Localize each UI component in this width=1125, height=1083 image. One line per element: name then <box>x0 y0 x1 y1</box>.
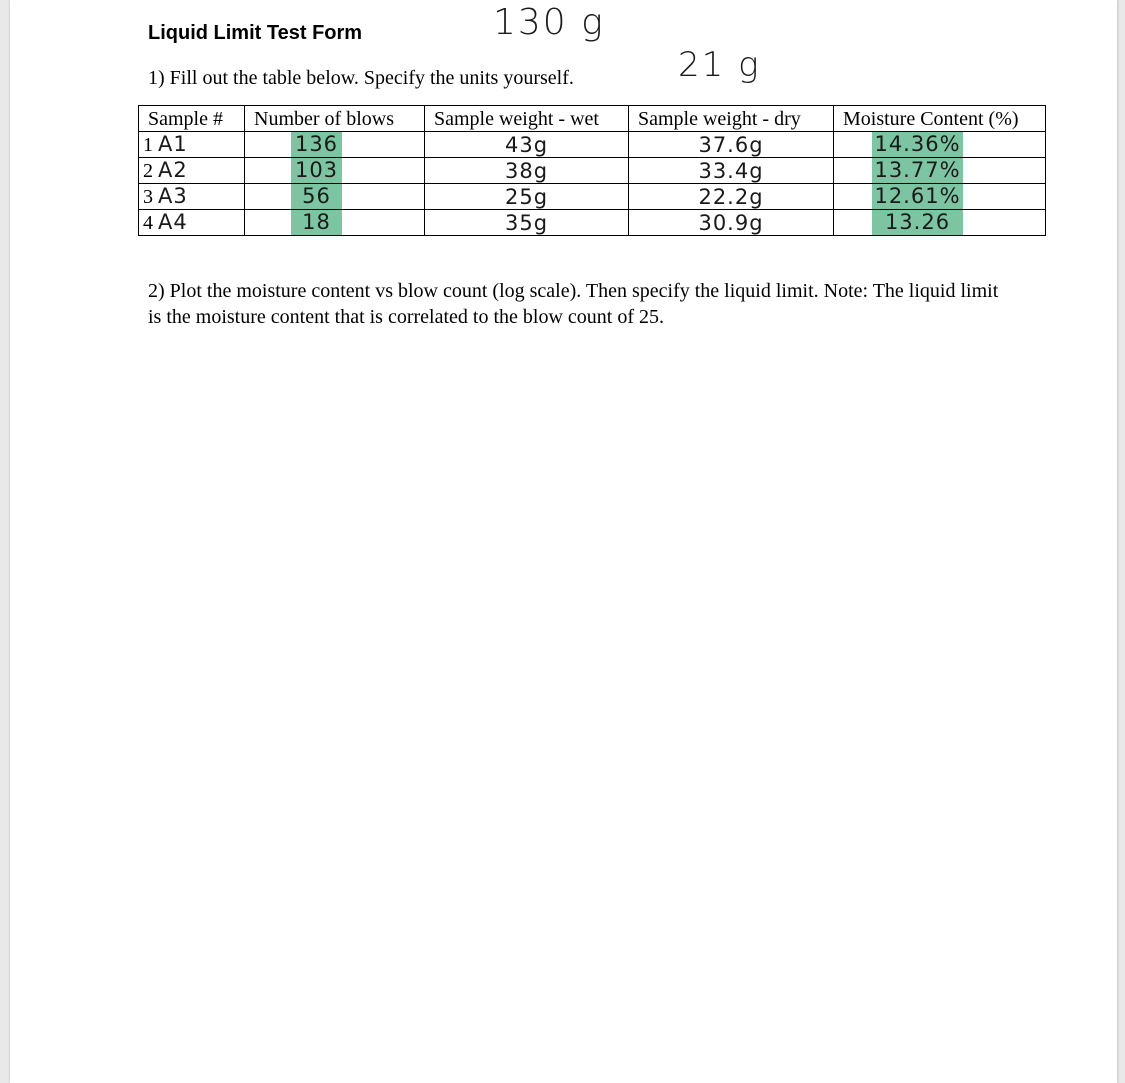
table-row <box>139 132 1046 158</box>
handwritten-note-130g: 130 g <box>493 2 605 43</box>
header-sample-weight-dry: Sample weight - dry <box>629 106 834 132</box>
moisture-value: 13.26 <box>872 210 963 235</box>
handwritten-note-21g: 21 g <box>678 45 761 85</box>
sample-number: 1 <box>143 134 153 156</box>
table-row <box>139 158 1046 184</box>
moisture-value: 14.36% <box>872 132 963 157</box>
table-header-row <box>139 106 1046 132</box>
table-row <box>139 210 1046 236</box>
question-1: 1) Fill out the table below. Specify the units yourself. <box>148 67 574 89</box>
wet-weight-cell: 43g <box>425 132 629 158</box>
blows-value: 56 <box>291 184 342 209</box>
sample-id: A3 <box>158 184 188 208</box>
sample-number: 2 <box>143 160 153 182</box>
dry-weight-cell: 22.2g <box>629 184 834 210</box>
dry-weight-cell: 37.6g <box>629 132 834 158</box>
sample-cell <box>139 132 245 158</box>
header-sample-weight-wet: Sample weight - wet <box>425 106 629 132</box>
header-number-of-blows: Number of blows <box>245 106 425 132</box>
form-title: Liquid Limit Test Form <box>148 22 363 44</box>
blows-value: 136 <box>291 132 342 157</box>
blows-cell <box>245 158 425 184</box>
dry-weight-cell: 30.9g <box>629 210 834 236</box>
blows-cell <box>245 132 425 158</box>
blows-value: 18 <box>291 210 342 235</box>
moisture-cell <box>834 184 1046 210</box>
table-row <box>139 184 1046 210</box>
sample-id: A4 <box>158 210 188 234</box>
blows-value: 103 <box>291 158 342 183</box>
sample-id: A1 <box>158 132 188 156</box>
moisture-cell <box>834 210 1046 236</box>
moisture-cell <box>834 158 1046 184</box>
question-2: 2) Plot the moisture content vs blow count (log scale). Then specify the liquid limit. Note: The liquid limit is the moisture content that is correlated to the blow count of 25. <box>148 280 999 328</box>
wet-weight-cell: 35g <box>425 210 629 236</box>
sample-number: 4 <box>143 212 153 234</box>
sample-cell <box>139 158 245 184</box>
header-moisture-content: Moisture Content (%) <box>834 106 1046 132</box>
sample-id: A2 <box>158 158 188 182</box>
header-sample-number: Sample # <box>139 106 245 132</box>
moisture-value: 13.77% <box>872 158 963 183</box>
blows-cell <box>245 210 425 236</box>
sample-cell <box>139 210 245 236</box>
sample-number: 3 <box>143 186 153 208</box>
liquid-limit-table <box>138 105 1046 236</box>
document-page <box>10 0 1117 1083</box>
moisture-value: 12.61% <box>872 184 963 209</box>
moisture-cell <box>834 132 1046 158</box>
blows-cell <box>245 184 425 210</box>
sample-cell <box>139 184 245 210</box>
wet-weight-cell: 25g <box>425 184 629 210</box>
wet-weight-cell: 38g <box>425 158 629 184</box>
dry-weight-cell: 33.4g <box>629 158 834 184</box>
